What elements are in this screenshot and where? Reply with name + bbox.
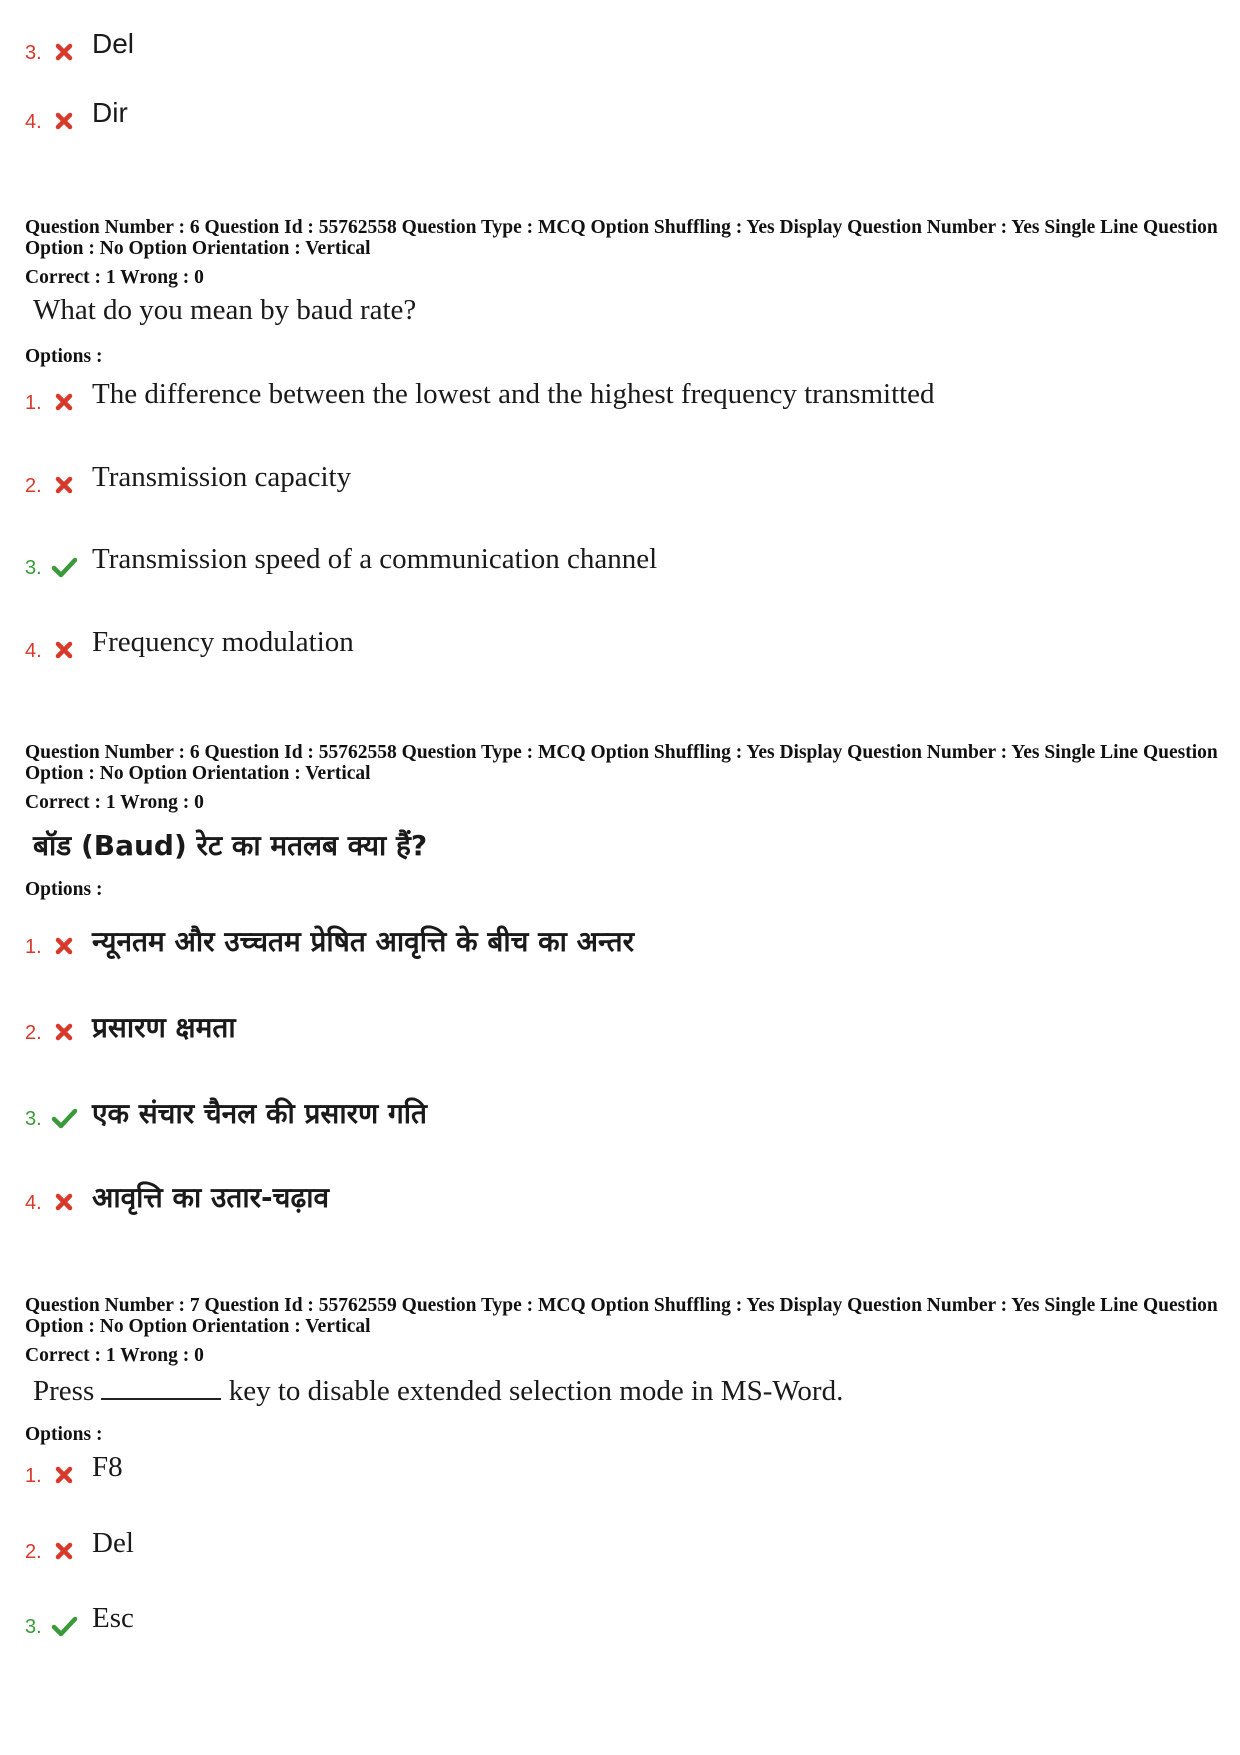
option-number: 1. [25, 1465, 42, 1487]
correct-wrong: Correct : 1 Wrong : 0 [25, 267, 204, 288]
option-text: Transmission speed of a communication channel [92, 543, 658, 575]
correct-wrong: Correct : 1 Wrong : 0 [25, 792, 204, 813]
option-number: 4. [25, 111, 42, 133]
cross-icon [50, 638, 78, 662]
list-item [0, 1178, 1240, 1222]
option-text: F8 [92, 1451, 123, 1483]
option-number: 2. [25, 475, 42, 497]
list-item [0, 1094, 1240, 1138]
check-icon [50, 555, 78, 579]
option-text: Frequency modulation [92, 626, 354, 658]
option-text: Transmission capacity [92, 461, 352, 493]
option-number: 3. [25, 1108, 42, 1130]
question-meta: Question Number : 6 Question Id : 55762558 Question Type : MCQ Option Shuffling : Yes Display Question Number : Yes Single Line Question Option : No Option Orientation : Vertical [25, 217, 1218, 259]
list-item [0, 1602, 1240, 1646]
option-number: 2. [25, 1022, 42, 1044]
cross-icon [50, 40, 78, 64]
question-meta: Question Number : 7 Question Id : 55762559 Question Type : MCQ Option Shuffling : Yes Display Question Number : Yes Single Line Question Option : No Option Orientation : Vertical [25, 1295, 1218, 1337]
list-item [0, 626, 1240, 670]
check-icon [50, 1106, 78, 1130]
option-text: Del [92, 28, 135, 59]
options-label: Options : [25, 879, 103, 900]
list-item [0, 461, 1240, 505]
list-item [0, 543, 1240, 587]
options-label: Options : [25, 346, 103, 367]
option-text: The difference between the lowest and the highest frequency transmitted [92, 378, 935, 410]
option-text: Del [92, 1527, 134, 1559]
list-item [0, 1008, 1240, 1052]
cross-icon [50, 934, 78, 958]
list-item [0, 1451, 1240, 1495]
check-icon [50, 1614, 78, 1638]
cross-icon [50, 1463, 78, 1487]
list-item [0, 1527, 1240, 1571]
option-number: 4. [25, 640, 42, 662]
option-number: 4. [25, 1192, 42, 1214]
cross-icon [50, 390, 78, 414]
option-text: आवृत्ति का उतार-चढ़ाव [92, 1181, 330, 1214]
option-text: न्यूनतम और उच्चतम प्रेषित आवृत्ति के बीच का अन्तर [92, 925, 635, 958]
question-text-after: key to disable extended selection mode in MS-Word. [228, 1375, 844, 1407]
list-item [0, 378, 1240, 422]
option-text: Dir [92, 97, 128, 128]
options-label: Options : [25, 1424, 103, 1445]
question-text: बॉड (Baud) रेट का मतलब क्या हैं? [33, 829, 428, 862]
cross-icon [50, 1190, 78, 1214]
question-meta: Question Number : 6 Question Id : 55762558 Question Type : MCQ Option Shuffling : Yes Display Question Number : Yes Single Line Question Option : No Option Orientation : Vertical [25, 742, 1218, 784]
correct-wrong: Correct : 1 Wrong : 0 [25, 1345, 204, 1366]
option-number: 1. [25, 936, 42, 958]
cross-icon [50, 109, 78, 133]
list-item [0, 28, 1240, 72]
fill-blank [101, 1374, 221, 1400]
cross-icon [50, 473, 78, 497]
option-number: 1. [25, 392, 42, 414]
list-item [0, 97, 1240, 141]
option-number: 3. [25, 557, 42, 579]
question-text-before: Press [33, 1375, 95, 1407]
question-text: What do you mean by baud rate? [33, 294, 417, 326]
cross-icon [50, 1539, 78, 1563]
cross-icon [50, 1020, 78, 1044]
option-text: प्रसारण क्षमता [92, 1011, 236, 1044]
option-text: एक संचार चैनल की प्रसारण गति [92, 1097, 427, 1130]
question-text [33, 1374, 843, 1408]
list-item [0, 922, 1240, 966]
option-text: Esc [92, 1602, 134, 1634]
option-number: 3. [25, 42, 42, 64]
option-number: 2. [25, 1541, 42, 1563]
option-number: 3. [25, 1616, 42, 1638]
